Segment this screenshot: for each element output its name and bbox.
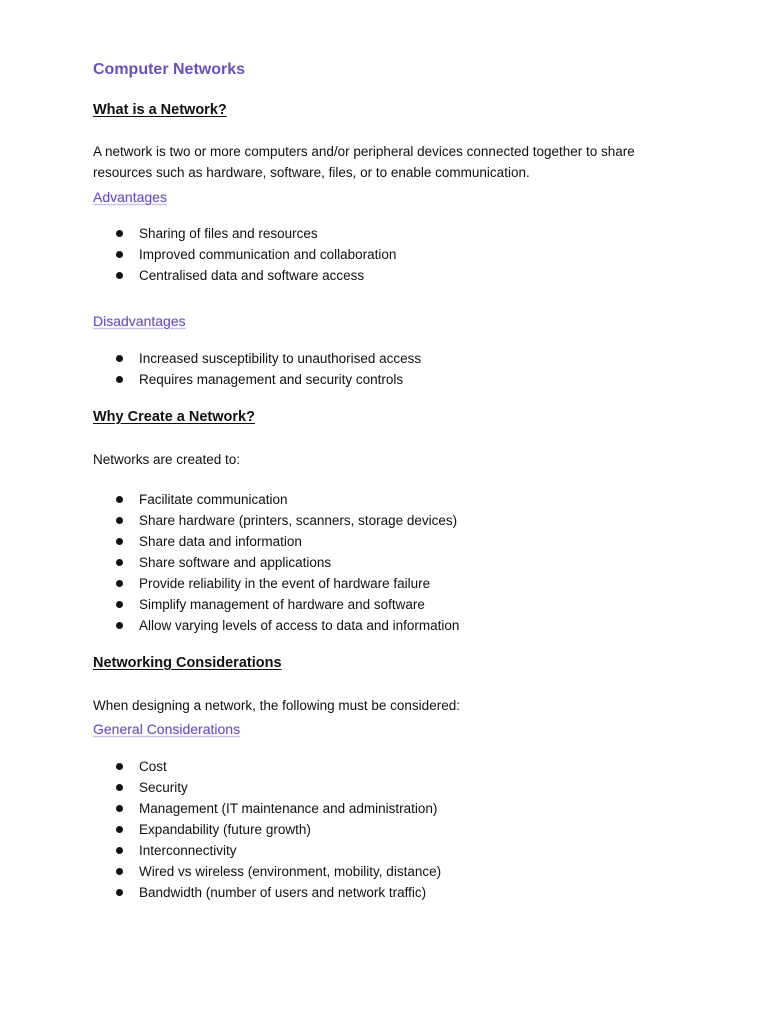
list-item <box>93 510 459 531</box>
bullet-icon <box>116 622 123 629</box>
general-considerations-list <box>93 756 441 903</box>
list-item-text: Share hardware (printers, scanners, storage devices) <box>139 513 458 528</box>
list-item <box>93 223 396 244</box>
list-item <box>93 552 459 573</box>
list-item-text: Wired vs wireless (environment, mobility, distance) <box>139 864 442 879</box>
list-item-text: Security <box>139 780 188 795</box>
bullet-icon <box>116 805 123 812</box>
bullet-icon <box>116 847 123 854</box>
document-title: Computer Networks <box>93 61 246 78</box>
list-item-text: Simplify management of hardware and software <box>139 597 425 612</box>
bullet-icon <box>116 496 123 503</box>
heading-why-create-a-network: Why Create a Network? <box>93 409 255 425</box>
list-item-text: Provide reliability in the event of hardware failure <box>139 576 431 591</box>
bullet-icon <box>116 763 123 770</box>
list-item-text: Requires management and security controls <box>139 372 404 387</box>
list-item <box>93 777 441 798</box>
bullet-icon <box>116 889 123 896</box>
list-item-text: Facilitate communication <box>139 492 288 507</box>
bullet-icon <box>116 355 123 362</box>
disadvantages-list <box>93 348 421 390</box>
list-item-text: Expandability (future growth) <box>139 822 311 837</box>
list-item-text: Increased susceptibility to unauthorised access <box>139 351 422 366</box>
list-item <box>93 489 459 510</box>
list-item-text: Allow varying levels of access to data and information <box>139 618 460 633</box>
network-definition-paragraph: A network is two or more computers and/or peripheral devices connected together to share resources such as hardware, software, files, or to enable communication. <box>93 144 635 180</box>
bullet-icon <box>116 230 123 237</box>
list-item <box>93 369 421 390</box>
bullet-icon <box>116 376 123 383</box>
why-network-paragraph: Networks are created to: <box>93 452 241 467</box>
considerations-paragraph: When designing a network, the following must be considered: <box>93 698 460 713</box>
heading-what-is-a-network: What is a Network? <box>93 102 227 118</box>
subheading-general-considerations: General Considerations <box>93 721 241 737</box>
why-network-list <box>93 489 459 636</box>
bullet-icon <box>116 272 123 279</box>
list-item-text: Improved communication and collaboration <box>139 247 397 262</box>
bullet-icon <box>116 251 123 258</box>
subheading-advantages: Advantages <box>93 189 167 205</box>
list-item <box>93 756 441 777</box>
heading-networking-considerations: Networking Considerations <box>93 655 282 671</box>
list-item-text: Bandwidth (number of users and network traffic) <box>139 885 427 900</box>
list-item <box>93 798 441 819</box>
bullet-icon <box>116 868 123 875</box>
bullet-icon <box>116 826 123 833</box>
list-item <box>93 615 459 636</box>
bullet-icon <box>116 559 123 566</box>
list-item-text: Management (IT maintenance and administration) <box>139 801 438 816</box>
bullet-icon <box>116 784 123 791</box>
list-item <box>93 348 421 369</box>
list-item-text: Cost <box>139 759 167 774</box>
list-item-text: Interconnectivity <box>139 843 237 858</box>
list-item <box>93 861 441 882</box>
list-item <box>93 882 441 903</box>
advantages-list <box>93 223 396 286</box>
bullet-icon <box>116 538 123 545</box>
bullet-icon <box>116 601 123 608</box>
subheading-disadvantages: Disadvantages <box>93 313 186 329</box>
list-item <box>93 840 441 861</box>
list-item-text: Share data and information <box>139 534 302 549</box>
bullet-icon <box>116 580 123 587</box>
list-item <box>93 265 396 286</box>
list-item <box>93 819 441 840</box>
bullet-icon <box>116 517 123 524</box>
list-item-text: Sharing of files and resources <box>139 226 318 241</box>
list-item-text: Centralised data and software access <box>139 268 365 283</box>
list-item <box>93 244 396 265</box>
list-item-text: Share software and applications <box>139 555 332 570</box>
list-item <box>93 594 459 615</box>
list-item <box>93 531 459 552</box>
list-item <box>93 573 459 594</box>
